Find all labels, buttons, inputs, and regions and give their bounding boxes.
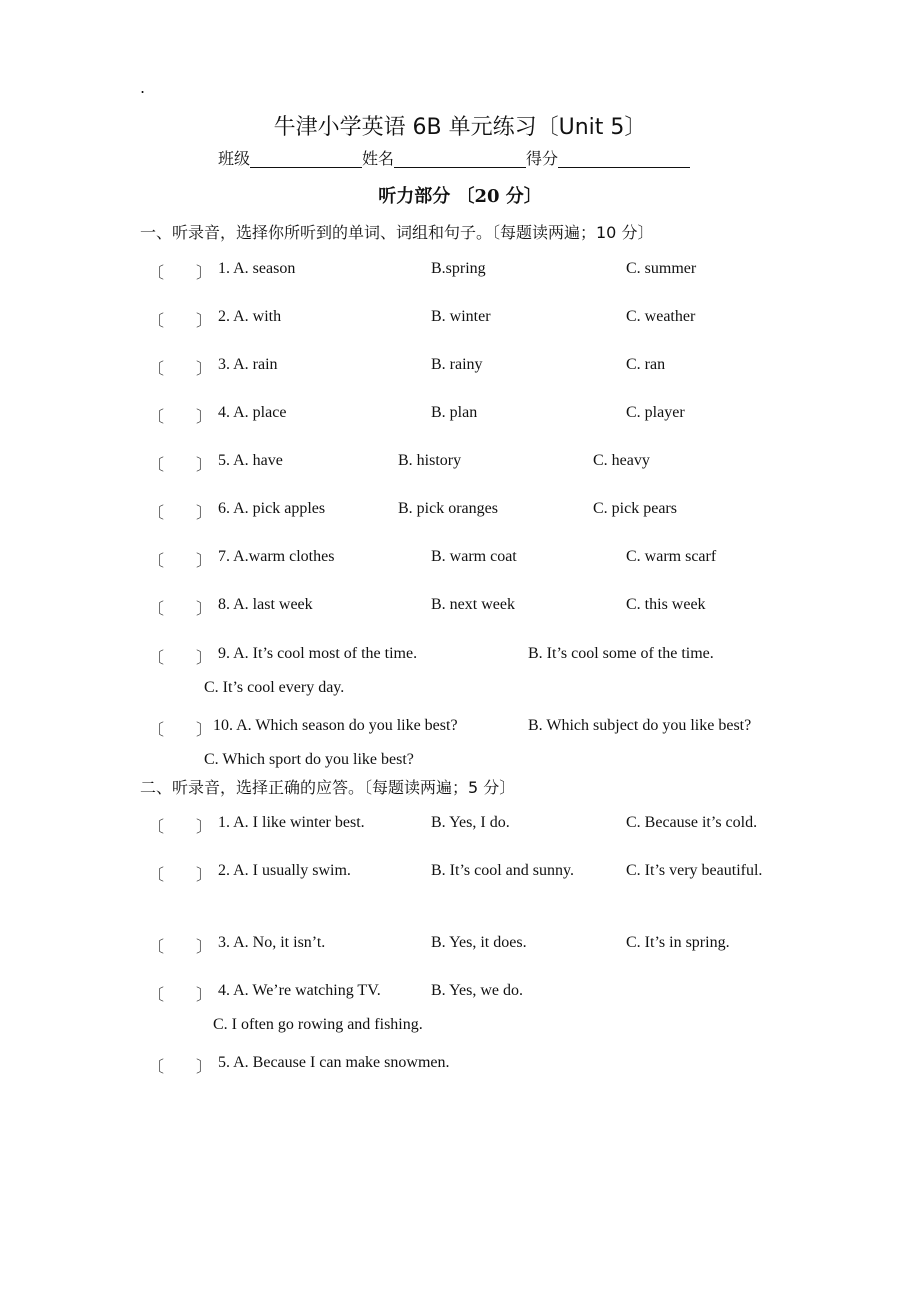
option-c: C. Which sport do you like best?: [204, 751, 414, 768]
answer-paren-open[interactable]: 〔: [148, 987, 165, 1004]
question-row: [0, 356, 920, 380]
answer-paren-open[interactable]: 〔: [148, 601, 165, 618]
option-b: B. winter: [431, 308, 491, 325]
score-label: 得分: [526, 149, 559, 168]
option-a: 2. A. with: [218, 308, 282, 325]
class-label: 班级: [218, 149, 251, 168]
option-b: B. It’s cool some of the time.: [528, 645, 714, 662]
option-b: B. Yes, we do.: [431, 982, 524, 999]
option-c: C. It’s cool every day.: [204, 679, 345, 696]
answer-paren-open[interactable]: 〔: [148, 1059, 165, 1076]
option-a: 2. A. I usually swim.: [218, 862, 351, 879]
answer-paren-close: 〕: [196, 361, 213, 378]
score-blank[interactable]: [558, 149, 690, 168]
name-label: 姓名: [362, 149, 395, 168]
question-row: [0, 260, 920, 284]
option-a: 7. A.warm clothes: [218, 548, 335, 565]
answer-paren-close: 〕: [196, 987, 213, 1004]
answer-paren-close: 〕: [196, 505, 213, 522]
question-row: [0, 548, 920, 572]
option-a: 4. A. We’re watching TV.: [218, 982, 381, 999]
option-c: C. warm scarf: [626, 548, 717, 565]
answer-paren-close: 〕: [196, 722, 213, 739]
class-blank[interactable]: [250, 149, 362, 168]
answer-paren-close: 〕: [196, 867, 213, 884]
part1-heading: 一、听录音，选择你所听到的单词、词组和句子。〔每题读两遍；10 分〕: [140, 223, 654, 242]
question-row: [0, 645, 920, 669]
question-row: [0, 596, 920, 620]
option-a: 6. A. pick apples: [218, 500, 326, 517]
answer-paren-open[interactable]: 〔: [148, 409, 165, 426]
answer-paren-open[interactable]: 〔: [148, 505, 165, 522]
option-a: 3. A. rain: [218, 356, 278, 373]
answer-paren-close: 〕: [196, 601, 213, 618]
student-info-line: [218, 146, 690, 169]
option-c: C. pick pears: [593, 500, 677, 517]
question-row: [0, 982, 920, 1006]
option-b: B. history: [398, 452, 462, 469]
option-b: B. rainy: [431, 356, 483, 373]
question-row: [0, 404, 920, 428]
option-a: 3. A. No, it isn’t.: [218, 934, 326, 951]
option-c: C. player: [626, 404, 685, 421]
option-b: B.spring: [431, 260, 486, 277]
answer-paren-open[interactable]: 〔: [148, 457, 165, 474]
answer-paren-close: 〕: [196, 1059, 213, 1076]
option-c: C. heavy: [593, 452, 650, 469]
question-row: [0, 500, 920, 524]
option-a: 4. A. place: [218, 404, 287, 421]
name-blank[interactable]: [394, 149, 526, 168]
option-b: B. warm coat: [431, 548, 517, 565]
option-c: C. I often go rowing and fishing.: [213, 1016, 423, 1033]
answer-paren-open[interactable]: 〔: [148, 939, 165, 956]
answer-paren-close: 〕: [196, 265, 213, 282]
answer-paren-close: 〕: [196, 650, 213, 667]
answer-paren-close: 〕: [196, 939, 213, 956]
answer-paren-open[interactable]: 〔: [148, 722, 165, 739]
answer-paren-open[interactable]: 〔: [148, 553, 165, 570]
answer-paren-open[interactable]: 〔: [148, 313, 165, 330]
answer-paren-close: 〕: [196, 553, 213, 570]
question-row: [0, 814, 920, 838]
part2-heading: 二、听录音，选择正确的应答。〔每题读两遍；5 分〕: [140, 778, 516, 797]
answer-paren-open[interactable]: 〔: [148, 650, 165, 667]
option-b: B. Yes, I do.: [431, 814, 510, 831]
option-a: 5. A. Because I can make snowmen.: [218, 1054, 450, 1071]
answer-paren-close: 〕: [196, 313, 213, 330]
question-row: [0, 717, 920, 741]
option-a: 1. A. I like winter best.: [218, 814, 365, 831]
option-c: C. summer: [626, 260, 697, 277]
option-b: B. plan: [431, 404, 478, 421]
option-c: C. Because it’s cold.: [626, 814, 758, 831]
question-row: [0, 1054, 920, 1078]
option-c: C. It’s very beautiful.: [626, 862, 763, 879]
option-b: B. pick oranges: [398, 500, 498, 517]
option-a: 9. A. It’s cool most of the time.: [218, 645, 418, 662]
option-b: B. Which subject do you like best?: [528, 717, 752, 734]
answer-paren-close: 〕: [196, 457, 213, 474]
option-c: C. ran: [626, 356, 666, 373]
question-row: [0, 862, 920, 886]
option-b: B. It’s cool and sunny.: [431, 862, 574, 879]
answer-paren-close: 〕: [196, 409, 213, 426]
question-row: [0, 308, 920, 332]
answer-paren-open[interactable]: 〔: [148, 361, 165, 378]
option-b: B. next week: [431, 596, 515, 613]
answer-paren-close: 〕: [196, 819, 213, 836]
answer-paren-open[interactable]: 〔: [148, 819, 165, 836]
option-c: C. weather: [626, 308, 696, 325]
option-a: 5. A. have: [218, 452, 283, 469]
answer-paren-open[interactable]: 〔: [148, 265, 165, 282]
option-a: 1. A. season: [218, 260, 296, 277]
option-a: 10. A. Which season do you like best?: [213, 717, 458, 734]
listening-section-title: 听力部分 〔20 分〕: [378, 186, 542, 207]
question-row: [0, 452, 920, 476]
page-dot: .: [140, 78, 146, 97]
page-title: 牛津小学英语 6B 单元练习〔Unit 5〕: [273, 115, 647, 140]
option-b: B. Yes, it does.: [431, 934, 527, 951]
question-row: [0, 934, 920, 958]
option-c: C. this week: [626, 596, 706, 613]
option-c: C. It’s in spring.: [626, 934, 730, 951]
answer-paren-open[interactable]: 〔: [148, 867, 165, 884]
option-a: 8. A. last week: [218, 596, 313, 613]
